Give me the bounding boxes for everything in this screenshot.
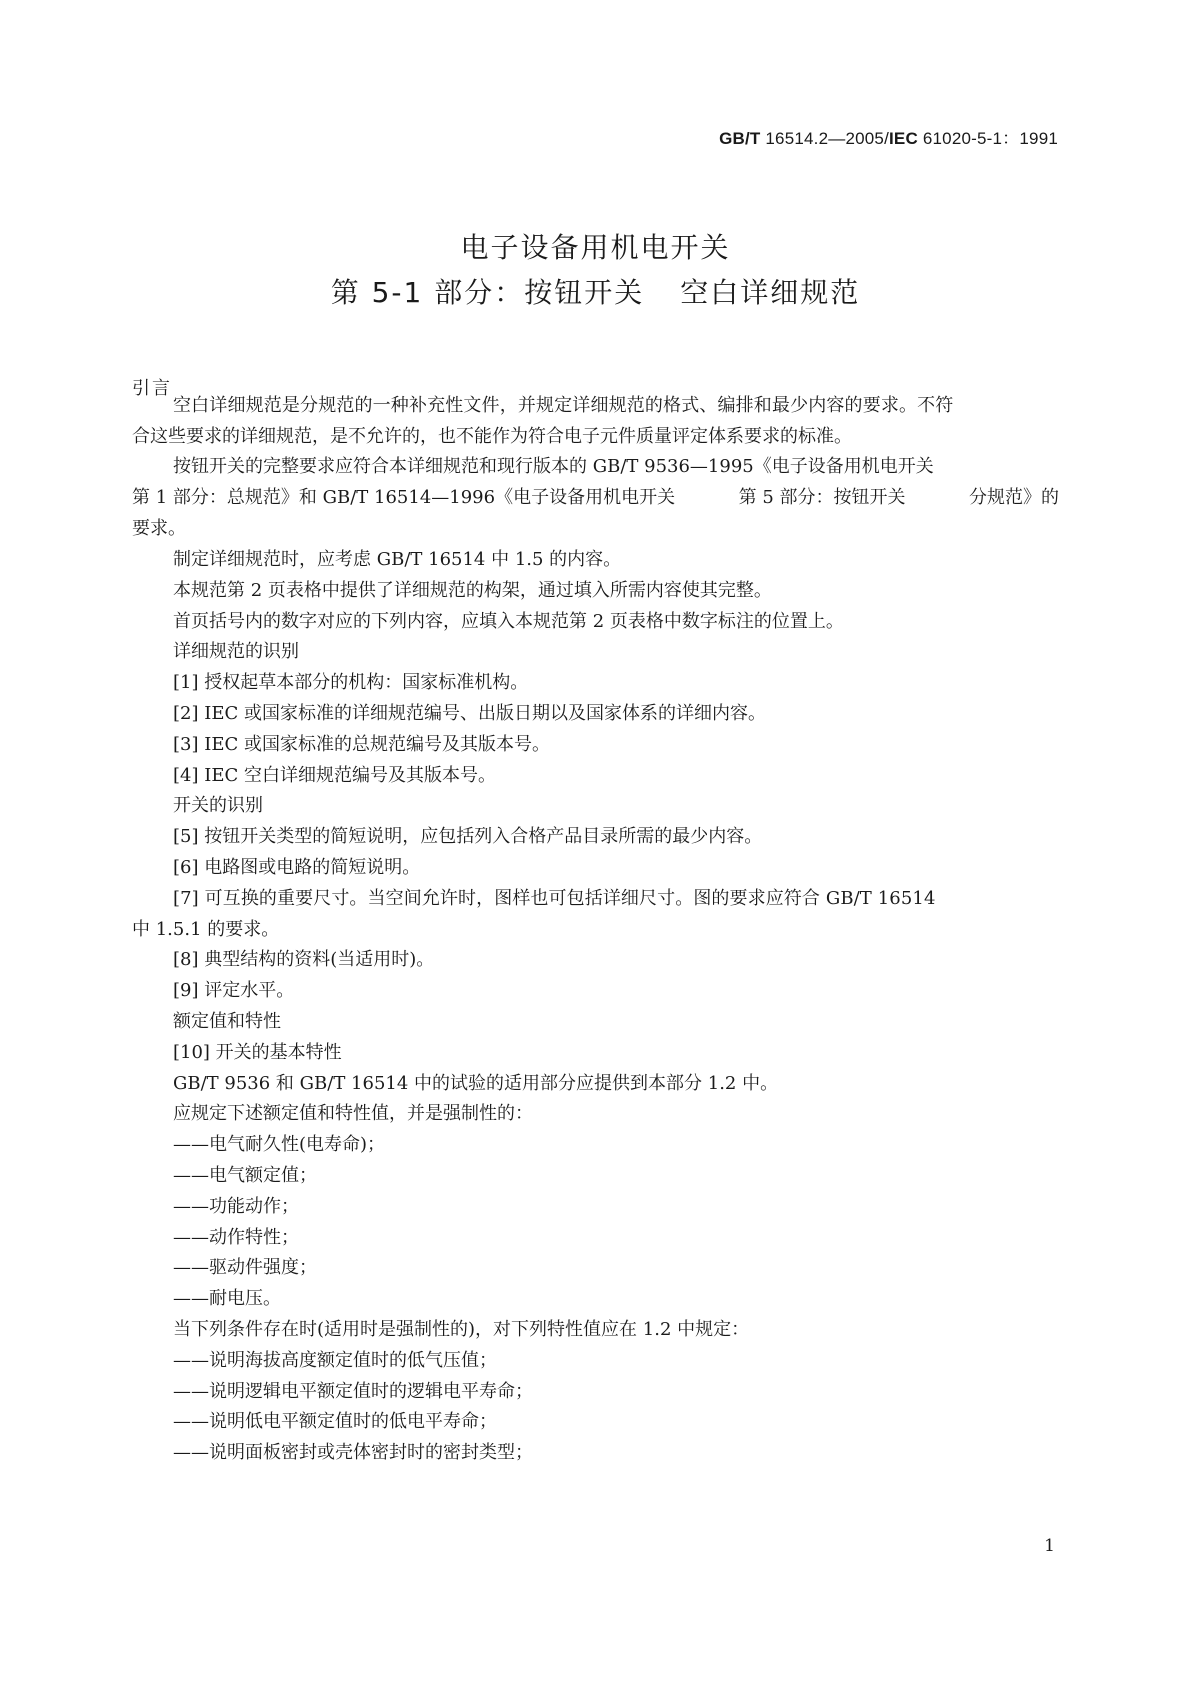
- list-item-10: [10] 开关的基本特性: [173, 1042, 342, 1063]
- code-prefix: GB/T: [719, 129, 761, 148]
- dash-item: ——说明低电平额定值时的低电平寿命；: [173, 1411, 497, 1432]
- para-2-line-2-b: 第 5 部分：按钮开关: [738, 487, 906, 508]
- dash-item: ——说明海拔高度额定值时的低气压值；: [173, 1350, 497, 1371]
- title-line-2: [0, 271, 1191, 311]
- dash-item: ——动作特性；: [173, 1227, 299, 1248]
- section-heading-intro: 引言: [132, 378, 172, 399]
- title-part-label: 第 5-1 部分：按钮开关: [330, 276, 645, 309]
- para-1-line-1-text: 空白详细规范是分规范的一种补充性文件，并规定详细规范的格式、编排和最少内容的要求。不符: [173, 395, 954, 416]
- para-7: 应规定下述额定值和特性值，并是强制性的：: [173, 1103, 533, 1124]
- code-iec-prefix: IEC: [889, 129, 918, 148]
- dash-item: ——功能动作；: [173, 1196, 299, 1217]
- list-item-7-line-1: [173, 890, 1059, 908]
- para-2-line-2-a: 第 1 部分：总规范》和 GB/T 16514—1996《电子设备用机电开关: [132, 487, 676, 508]
- subheading-switch-id: 开关的识别: [173, 795, 263, 816]
- code-iec-number: 61020-5-1：1991: [917, 129, 1058, 148]
- dash-item: ——电气额定值；: [173, 1165, 317, 1186]
- dash-item: ——电气耐久性(电寿命)；: [173, 1134, 386, 1155]
- title-spec-label: 空白详细规范: [680, 276, 861, 309]
- standard-code: [719, 124, 1058, 149]
- list-item-2: [2] IEC 或国家标准的详细规范编号、出版日期以及国家体系的详细内容。: [173, 703, 766, 724]
- dash-item: ——说明面板密封或壳体密封时的密封类型；: [173, 1442, 533, 1463]
- list-item-7-line-2: 中 1.5.1 的要求。: [132, 919, 280, 940]
- page-number: 1: [1044, 1536, 1055, 1556]
- title-line-1: 电子设备用机电开关: [460, 231, 731, 264]
- list-item-5: [5] 按钮开关类型的简短说明，应包括列入合格产品目录所需的最少内容。: [173, 826, 763, 847]
- list-item-1: [1] 授权起草本部分的机构：国家标准机构。: [173, 672, 529, 693]
- para-2-line-3: 要求。: [132, 518, 186, 539]
- subheading-ratings: 额定值和特性: [173, 1011, 281, 1032]
- list-item-7-line-1-text: [7] 可互换的重要尺寸。当空间允许时，图样也可包括详细尺寸。图的要求应符合 GB/T 16514: [173, 888, 936, 909]
- para-3: 制定详细规范时，应考虑 GB/T 16514 中 1.5 的内容。: [173, 549, 622, 570]
- list-item-6: [6] 电路图或电路的简短说明。: [173, 857, 421, 878]
- para-4: 本规范第 2 页表格中提供了详细规范的构架，通过填入所需内容使其完整。: [173, 580, 772, 601]
- list-item-4: [4] IEC 空白详细规范编号及其版本号。: [173, 765, 496, 786]
- para-6: GB/T 9536 和 GB/T 16514 中的试验的适用部分应提供到本部分 1.2 中。: [173, 1073, 779, 1094]
- dash-item: ——驱动件强度；: [173, 1257, 317, 1278]
- list-item-9: [9] 评定水平。: [173, 980, 295, 1001]
- list-item-3: [3] IEC 或国家标准的总规范编号及其版本号。: [173, 734, 550, 755]
- para-5: 首页括号内的数字对应的下列内容，应填入本规范第 2 页表格中数字标注的位置上。: [173, 611, 844, 632]
- para-2-line-2-c: 分规范》的: [969, 487, 1059, 508]
- para-1-line-2: 合这些要求的详细规范，是不允许的，也不能作为符合电子元件质量评定体系要求的标准。: [132, 426, 852, 447]
- code-number: 16514.2—2005/: [760, 129, 889, 148]
- list-item-8: [8] 典型结构的资料(当适用时)。: [173, 949, 435, 970]
- dash-item: ——说明逻辑电平额定值时的逻辑电平寿命；: [173, 1381, 533, 1402]
- para-2-line-2: [132, 489, 1059, 507]
- subheading-detail-spec-id: 详细规范的识别: [173, 641, 299, 662]
- para-8: 当下列条件存在时(适用时是强制性的)，对下列特性值应在 1.2 中规定：: [173, 1319, 750, 1340]
- para-2-line-1: 按钮开关的完整要求应符合本详细规范和现行版本的 GB/T 9536—1995《电子设备用机电开关: [173, 456, 934, 477]
- para-1-line-1: [173, 397, 1059, 415]
- dash-item: ——耐电压。: [173, 1288, 281, 1309]
